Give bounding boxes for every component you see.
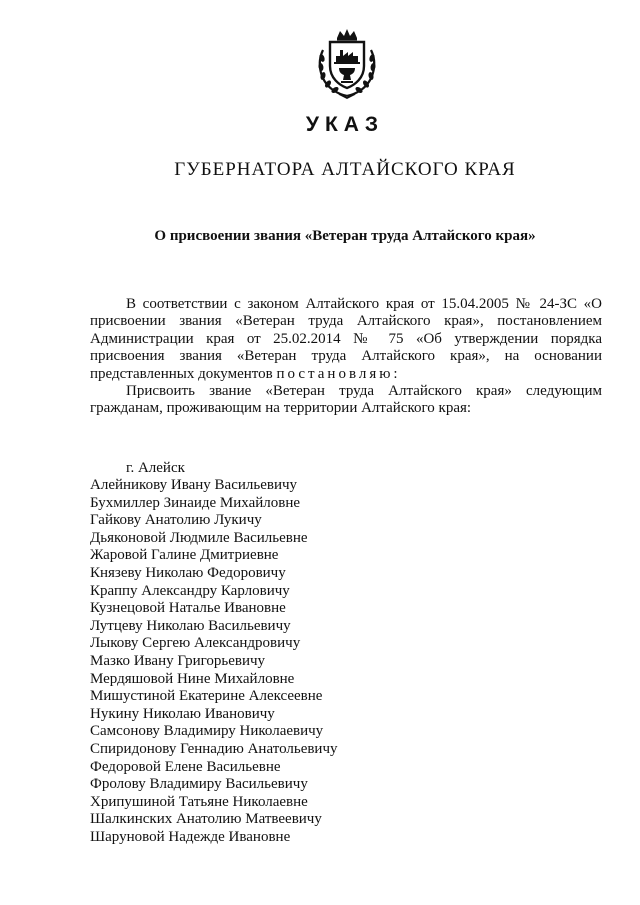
list-item: Фролову Владимиру Васильевичу [90, 776, 308, 793]
list-item: Лутцеву Николаю Васильевичу [90, 617, 291, 634]
decree-body [90, 296, 602, 418]
document-type-heading: УКАЗ [305, 113, 385, 136]
list-item: Краппу Александру Карловичу [90, 582, 290, 599]
list-item: Мишустиной Екатерине Алексеевне [90, 688, 323, 705]
preamble-paragraph [90, 296, 602, 383]
recipients-list [90, 477, 338, 846]
issuer-heading: ГУБЕРНАТОРА АЛТАЙСКОГО КРАЯ [174, 159, 516, 180]
list-item: Нукину Николаю Ивановичу [90, 705, 275, 722]
list-item: Мазко Ивану Григорьевичу [90, 652, 266, 669]
award-paragraph: Присвоить звание «Ветеран труда Алтайского края» следующим гражданам, проживающим на территории Алтайского края: [90, 383, 602, 417]
list-item: Бухмиллер Зинаиде Михайловне [90, 494, 301, 511]
list-item: Князеву Николаю Федоровичу [90, 564, 286, 581]
list-item: Федоровой Елене Васильевне [90, 758, 281, 775]
list-item: Шалкинских Анатолию Матвеевичу [90, 811, 322, 828]
list-item: Мердяшовой Нине Михайловне [90, 670, 295, 687]
city-heading: г. Алейск [126, 460, 185, 476]
preamble-text: В соответствии с законом Алтайского края от 15.04.2005 № 24-ЗС «О присвоении звания «Ветеран труда Алтайского края», постановлением Администрации края от 25.02.2014 № 75 «Об утверждении порядка присвоения звания «Ветеран труда Алтайского края», на основании представленных документов [90, 296, 602, 382]
list-item: Жаровой Галине Дмитриевне [90, 547, 279, 564]
list-item: Спиридонову Геннадию Анатольевичу [90, 740, 338, 757]
list-item: Шаруновой Надежде Ивановне [90, 828, 291, 845]
list-item: Хрипушиной Татьяне Николаевне [90, 793, 308, 810]
list-item: Кузнецовой Наталье Ивановне [90, 600, 286, 617]
list-item: Гайкову Анатолию Лукичу [90, 512, 262, 529]
list-item: Самсонову Владимиру Николаевичу [90, 723, 324, 740]
decree-subject-title: О присвоении звания «Ветеран труда Алтайского края» [154, 228, 536, 244]
decree-keyword: постановляю: [276, 365, 401, 382]
list-item: Алейникову Ивану Васильевичу [90, 477, 298, 493]
list-item: Лыкову Сергею Александровичу [90, 635, 301, 652]
list-item: Дьяконовой Людмиле Васильевне [90, 529, 308, 546]
coat-of-arms-icon [313, 28, 381, 100]
